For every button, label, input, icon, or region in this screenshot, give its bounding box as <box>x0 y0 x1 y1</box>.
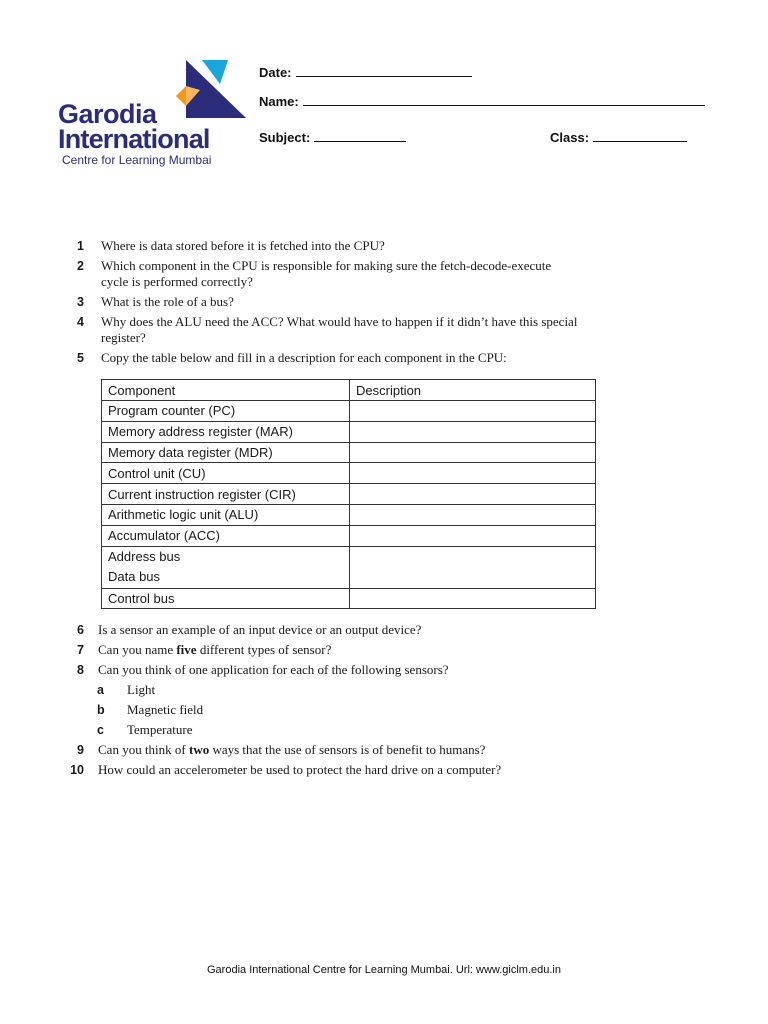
component-cell: Memory data register (MDR) <box>102 442 350 463</box>
question-text: Is a sensor an example of an input device or an output device? <box>98 622 422 637</box>
table-row <box>102 401 596 422</box>
page-footer: Garodia International Centre for Learning Mumbai. Url: www.giclm.edu.in <box>207 964 561 976</box>
school-logo <box>58 60 248 170</box>
table-row <box>102 442 596 463</box>
question-text: Why does the ALU need the ACC? What would have to happen if it didn’t have this special register? <box>101 314 578 345</box>
subject-label: Subject: <box>259 130 311 145</box>
table-row-merged <box>102 546 596 588</box>
sub-question-letter: a <box>97 683 104 697</box>
question-2 <box>60 258 605 290</box>
component-cell: Memory address register (MAR) <box>102 421 350 442</box>
sub-question-text: Temperature <box>127 722 193 737</box>
description-cell[interactable] <box>350 442 596 463</box>
questions-part1 <box>60 238 620 370</box>
question-text-emphasis: five <box>176 642 197 657</box>
logo-text-international: International <box>58 124 210 154</box>
question-text <box>98 642 620 658</box>
question-text: Which component in the CPU is responsible for making sure the fetch-decode-execute cycle is performed correctly? <box>101 258 552 289</box>
component-cell: Accumulator (ACC) <box>102 525 350 546</box>
question-3 <box>60 294 620 310</box>
question-text <box>98 742 620 758</box>
table-row <box>102 484 596 505</box>
question-text-part: different types of sensor? <box>196 642 332 657</box>
question-number: 6 <box>77 623 84 637</box>
class-blank[interactable] <box>593 130 687 142</box>
description-cell[interactable] <box>350 463 596 484</box>
logo-text-tagline: Centre for Learning Mumbai <box>62 153 212 167</box>
sensor-item-light <box>60 682 620 698</box>
component-cell: Program counter (PC) <box>102 401 350 422</box>
question-1 <box>60 238 620 254</box>
question-number: 3 <box>77 295 84 309</box>
table-header-row <box>102 380 596 401</box>
question-number: 8 <box>77 663 84 677</box>
sub-question-text: Magnetic field <box>127 702 204 717</box>
question-number: 7 <box>77 643 84 657</box>
question-text-part: ways that the use of sensors is of benefit to humans? <box>209 742 486 757</box>
question-number: 4 <box>77 315 84 329</box>
question-text: How could an accelerometer be used to protect the hard drive on a computer? <box>98 762 502 777</box>
question-6 <box>60 622 620 638</box>
question-5 <box>60 350 620 366</box>
name-blank[interactable] <box>303 94 705 106</box>
table-row <box>102 504 596 525</box>
question-4 <box>60 314 620 346</box>
question-number: 9 <box>77 743 84 757</box>
date-label: Date: <box>259 65 292 80</box>
date-field <box>259 65 472 80</box>
component-address-bus: Address bus <box>108 548 181 564</box>
name-field <box>259 94 705 109</box>
question-10 <box>60 762 620 778</box>
sub-question-text: Light <box>127 682 156 697</box>
table-row <box>102 588 596 609</box>
subject-field <box>259 130 406 145</box>
question-number: 10 <box>70 763 84 777</box>
description-cell[interactable] <box>350 588 596 609</box>
question-text-part: Can you think of <box>98 742 189 757</box>
component-cell-merged <box>102 546 350 588</box>
table-row <box>102 463 596 484</box>
table-row <box>102 421 596 442</box>
question-text-emphasis: two <box>189 742 210 757</box>
question-7 <box>60 642 620 658</box>
sensor-item-magnetic-field <box>60 702 620 718</box>
description-cell[interactable] <box>350 504 596 525</box>
sensor-item-temperature <box>60 722 620 738</box>
question-text: Can you think of one application for each of the following sensors? <box>98 662 449 677</box>
class-label: Class: <box>550 130 590 145</box>
question-text: Copy the table below and fill in a description for each component in the CPU: <box>101 350 507 365</box>
column-header-component: Component <box>102 380 350 401</box>
component-cell: Arithmetic logic unit (ALU) <box>102 504 350 525</box>
logo-mark-icon <box>176 60 248 118</box>
description-cell[interactable] <box>350 525 596 546</box>
question-9 <box>60 742 620 758</box>
question-number: 2 <box>77 259 84 273</box>
table-row <box>102 525 596 546</box>
question-8 <box>60 662 620 678</box>
component-cell: Control bus <box>102 588 350 609</box>
sub-question-letter: c <box>97 723 104 737</box>
description-cell[interactable] <box>350 546 596 588</box>
question-number: 5 <box>77 351 84 365</box>
component-cell: Control unit (CU) <box>102 463 350 484</box>
name-label: Name: <box>259 94 299 109</box>
cpu-components-table <box>101 379 596 609</box>
component-cell: Current instruction register (CIR) <box>102 484 350 505</box>
date-blank[interactable] <box>296 65 472 77</box>
column-header-description: Description <box>350 380 596 401</box>
question-number: 1 <box>77 239 84 253</box>
question-text: Where is data stored before it is fetched into the CPU? <box>101 238 385 253</box>
class-field <box>550 130 687 145</box>
question-text: What is the role of a bus? <box>101 294 234 309</box>
questions-part2 <box>60 622 620 782</box>
logo-text-garodia: Garodia <box>58 99 157 129</box>
question-text-part: Can you name <box>98 642 177 657</box>
subject-blank[interactable] <box>314 130 406 142</box>
description-cell[interactable] <box>350 421 596 442</box>
sub-question-letter: b <box>97 703 105 717</box>
component-data-bus: Data bus <box>108 569 161 585</box>
description-cell[interactable] <box>350 484 596 505</box>
description-cell[interactable] <box>350 401 596 422</box>
